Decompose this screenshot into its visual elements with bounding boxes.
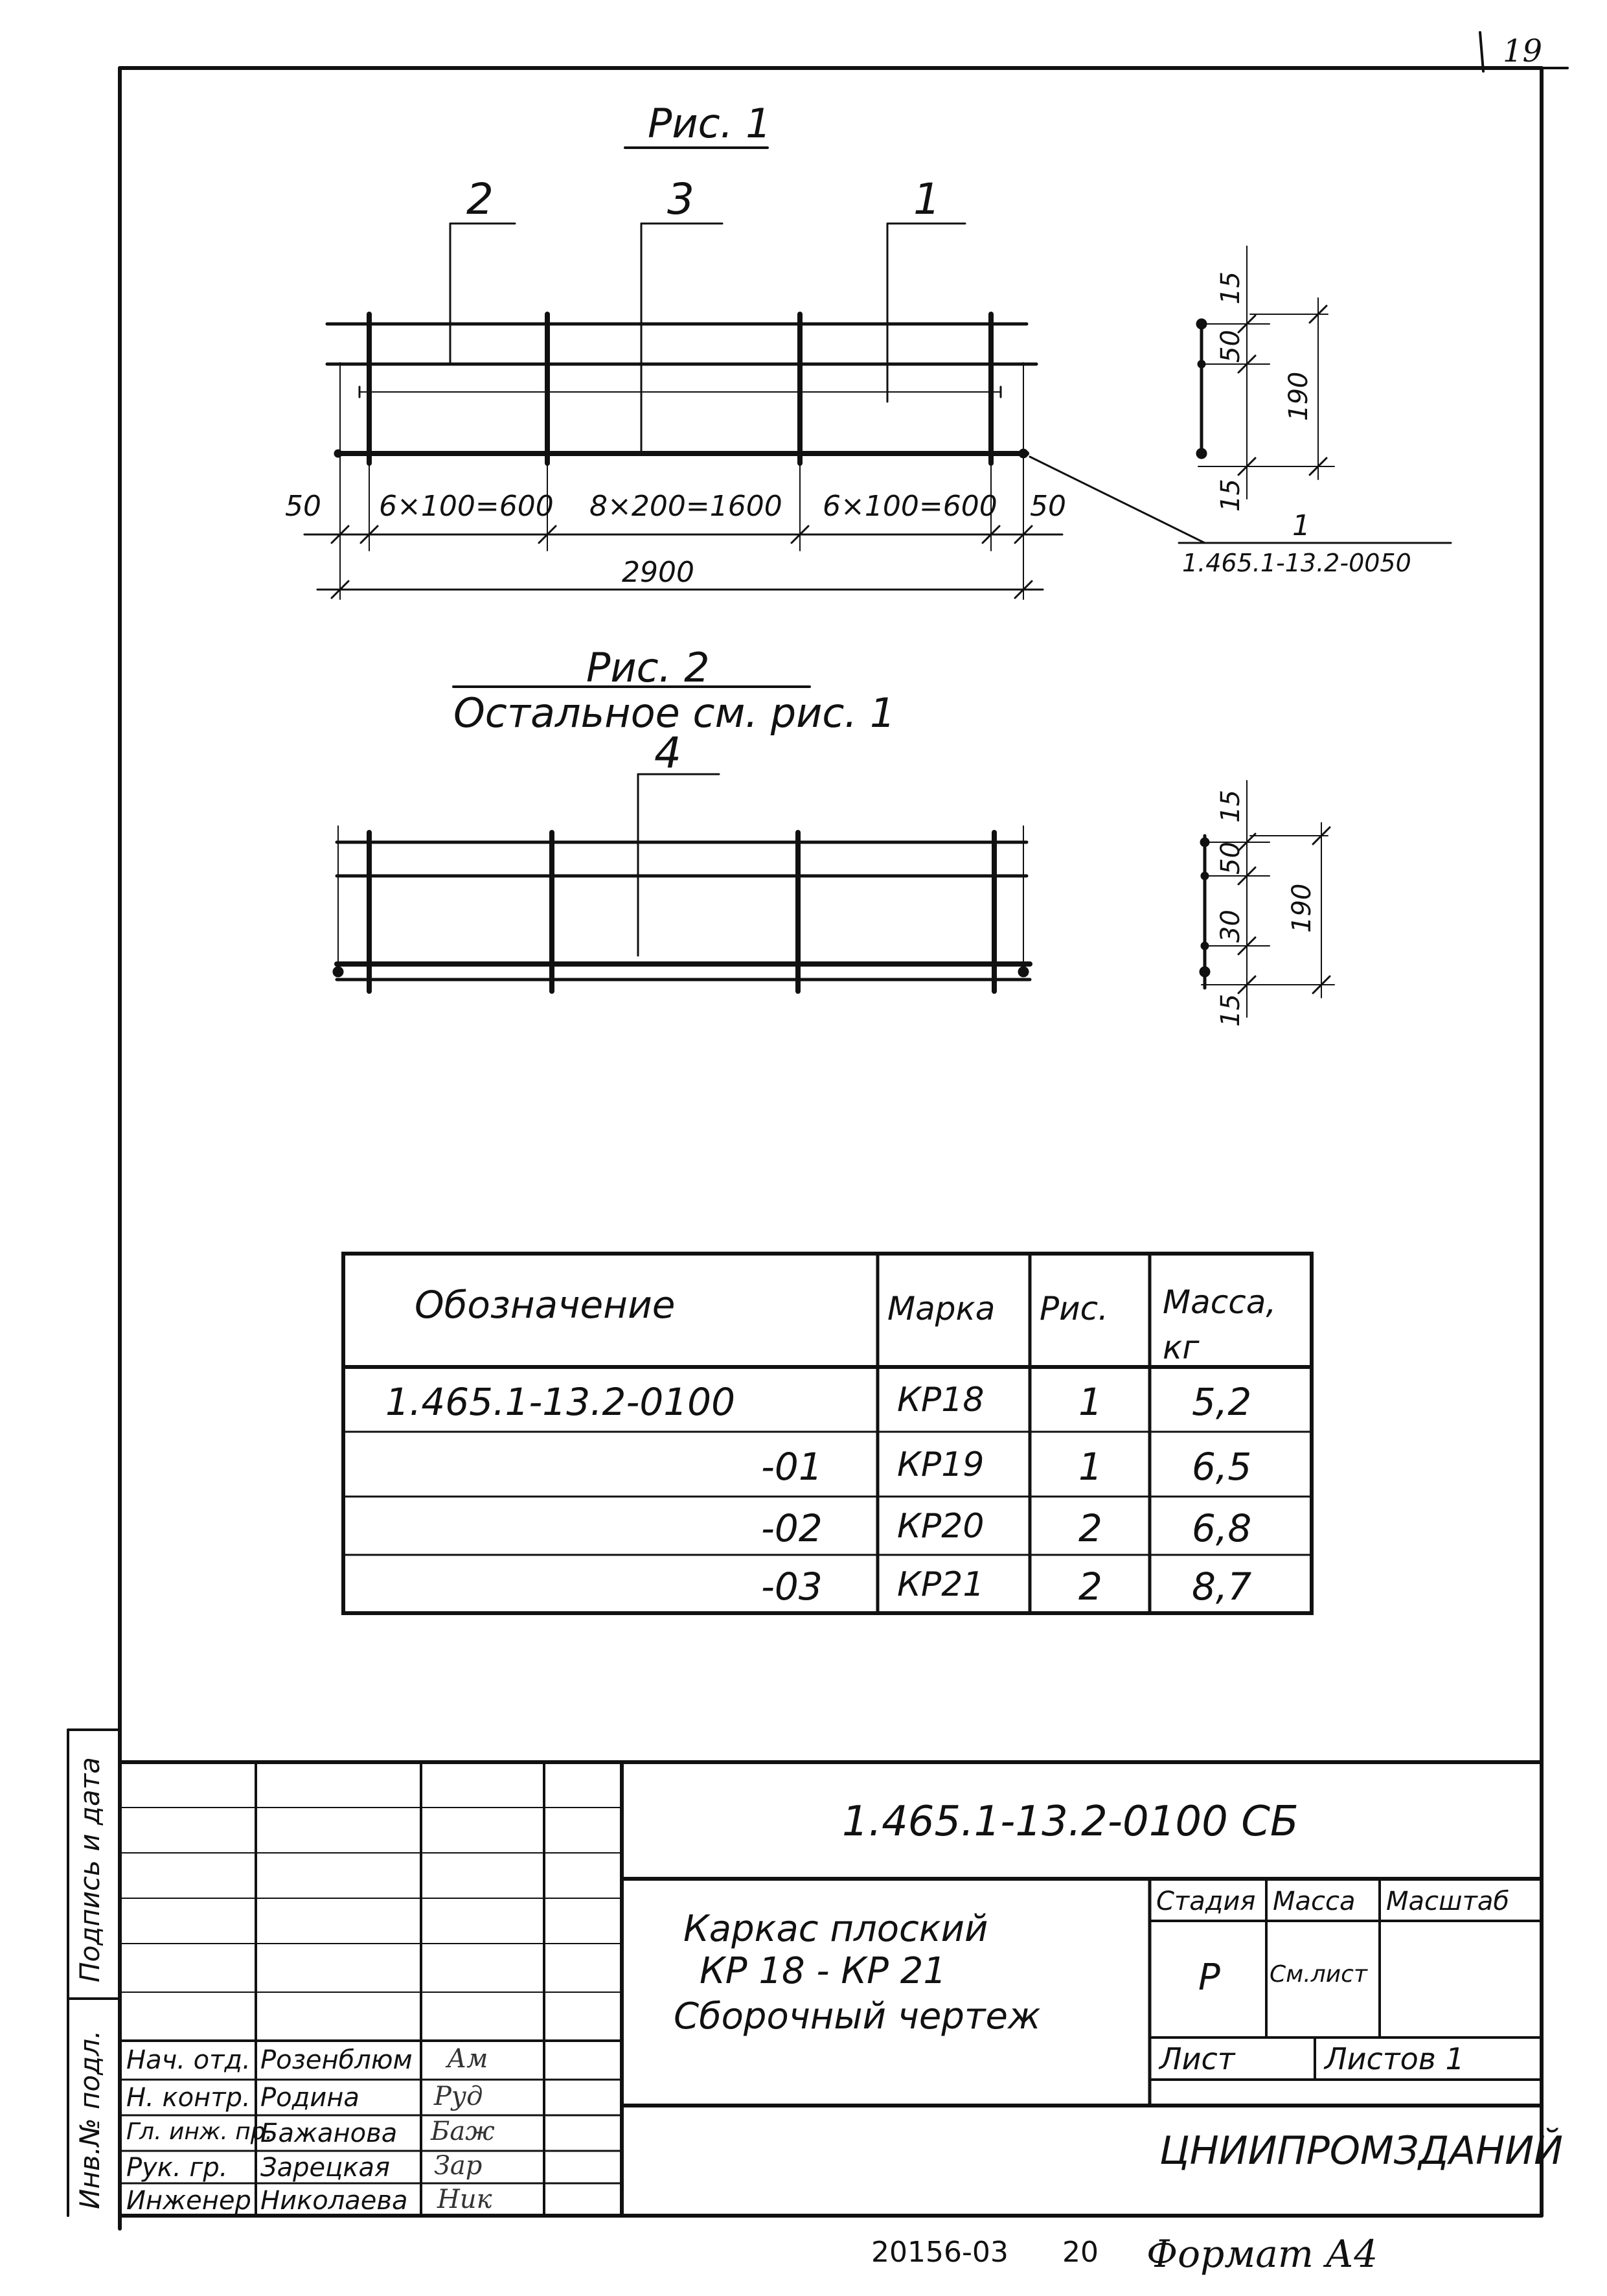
spec-row1-mark: КР18 xyxy=(897,1381,985,1419)
staff-name-3: Бажанова xyxy=(260,2118,398,2148)
sheet-label: Лист xyxy=(1159,2041,1235,2076)
staff-sign-2: Руд xyxy=(434,2082,483,2111)
staff-role-4: Рук. гр. xyxy=(126,2153,228,2183)
spec-row2-mark: КР19 xyxy=(897,1445,985,1484)
fig1-dim-right-end: 50 xyxy=(1030,490,1066,523)
fig2-section-dim-50: 50 xyxy=(1216,842,1246,875)
spec-row4-designation: -03 xyxy=(761,1565,823,1609)
staff-name-5: Николаева xyxy=(260,2186,408,2216)
mass-label: Масса xyxy=(1273,1887,1356,1916)
spec-row4-mass: 8,7 xyxy=(1192,1565,1252,1609)
staff-sign-3: Баж xyxy=(431,2117,495,2146)
spec-header-mass: Масса, кг xyxy=(1163,1283,1277,1366)
spec-row2-fig: 1 xyxy=(1078,1445,1102,1489)
fig1-callout-1: 1 xyxy=(913,174,940,224)
staff-sign-4: Зар xyxy=(434,2151,483,2181)
spec-row3-mass: 6,8 xyxy=(1192,1506,1252,1550)
doc-code: 1.465.1-13.2-0100 СБ xyxy=(842,1798,1299,1846)
sheet-number: 19 xyxy=(1503,33,1543,69)
fig1-section-dim-50: 50 xyxy=(1216,330,1246,363)
fig1-section-dim-top: 15 xyxy=(1216,271,1246,304)
spec-header-designation: Обозначение xyxy=(415,1283,676,1327)
fig2-subtitle: Остальное см. рис. 1 xyxy=(453,689,896,737)
fig1-callout-2: 2 xyxy=(466,174,494,224)
staff-role-1: Нач. отд. xyxy=(126,2045,251,2075)
doc-title-line3: Сборочный чертеж xyxy=(674,1995,1041,2038)
staff-name-1: Розенблюм xyxy=(260,2045,413,2075)
fig2-section-dim-190: 190 xyxy=(1287,883,1317,933)
fig1-section-dim-bottom: 15 xyxy=(1216,479,1246,512)
staff-sign-5: Ник xyxy=(437,2185,492,2214)
spec-row4-fig: 2 xyxy=(1078,1565,1102,1609)
spec-row3-mark: КР20 xyxy=(897,1507,985,1546)
mass-value: См.лист xyxy=(1270,1961,1367,1988)
spec-row2-designation: -01 xyxy=(761,1445,823,1489)
fig1-dim-seg1: 6×100=600 xyxy=(379,490,554,523)
fig1-dim-total: 2900 xyxy=(622,556,694,589)
spec-row1-mass: 5,2 xyxy=(1192,1380,1252,1424)
spec-header-fig: Рис. xyxy=(1040,1290,1109,1327)
fig2-title: Рис. 2 xyxy=(586,644,710,691)
doc-title-line2: КР 18 - КР 21 xyxy=(700,1950,946,1992)
staff-role-3: Гл. инж. пр. xyxy=(126,2118,273,2145)
staff-role-2: Н. контр. xyxy=(126,2083,251,2113)
fig2-section-dim-30: 30 xyxy=(1216,910,1246,943)
fig2-section-dim-bottom: 15 xyxy=(1216,994,1246,1027)
stage-value: Р xyxy=(1198,1957,1220,1999)
staff-sign-1: Ам xyxy=(447,2044,488,2074)
spec-row1-fig: 1 xyxy=(1078,1380,1102,1424)
footer-page: 20 xyxy=(1062,2236,1099,2269)
side-stamp-signature-date: Подпись и дата xyxy=(74,1757,106,1982)
fig1-dim-left-end: 50 xyxy=(285,490,321,523)
fig1-dim-seg3: 6×100=600 xyxy=(823,490,997,523)
spec-row1-designation: 1.465.1-13.2-0100 xyxy=(385,1380,735,1424)
fig1-note-number: 1 xyxy=(1292,509,1310,542)
footer-format: Формат А4 xyxy=(1146,2232,1378,2276)
fig1-title: Рис. 1 xyxy=(648,100,771,147)
fig1-note-ref: 1.465.1-13.2-0050 xyxy=(1182,549,1411,577)
spec-row3-fig: 2 xyxy=(1078,1506,1102,1550)
staff-name-2: Родина xyxy=(260,2083,359,2113)
spec-row4-mark: КР21 xyxy=(897,1565,985,1604)
spec-row2-mass: 6,5 xyxy=(1192,1445,1252,1489)
fig1-section-dim-190: 190 xyxy=(1284,371,1314,421)
staff-role-5: Инженер xyxy=(126,2186,251,2216)
scale-label: Масштаб xyxy=(1386,1887,1510,1916)
side-stamp-inv-number: Инв.№ подл. xyxy=(74,2030,106,2209)
fig2-callout-4: 4 xyxy=(654,728,681,778)
fig2-section-dim-top: 15 xyxy=(1216,790,1246,823)
staff-name-4: Зарецкая xyxy=(260,2153,391,2183)
sheets-label: Листов 1 xyxy=(1325,2041,1465,2076)
fig1-dim-seg2: 8×200=1600 xyxy=(589,490,782,523)
stage-label: Стадия xyxy=(1156,1887,1256,1916)
fig1-callout-3: 3 xyxy=(667,174,694,224)
organization-name: ЦНИИПРОМЗДАНИЙ xyxy=(1159,2128,1564,2174)
doc-title-line1: Каркас плоский xyxy=(683,1908,988,1950)
spec-row3-designation: -02 xyxy=(761,1506,823,1550)
spec-header-mark: Марка xyxy=(887,1290,996,1327)
footer-number: 20156-03 xyxy=(871,2236,1009,2269)
